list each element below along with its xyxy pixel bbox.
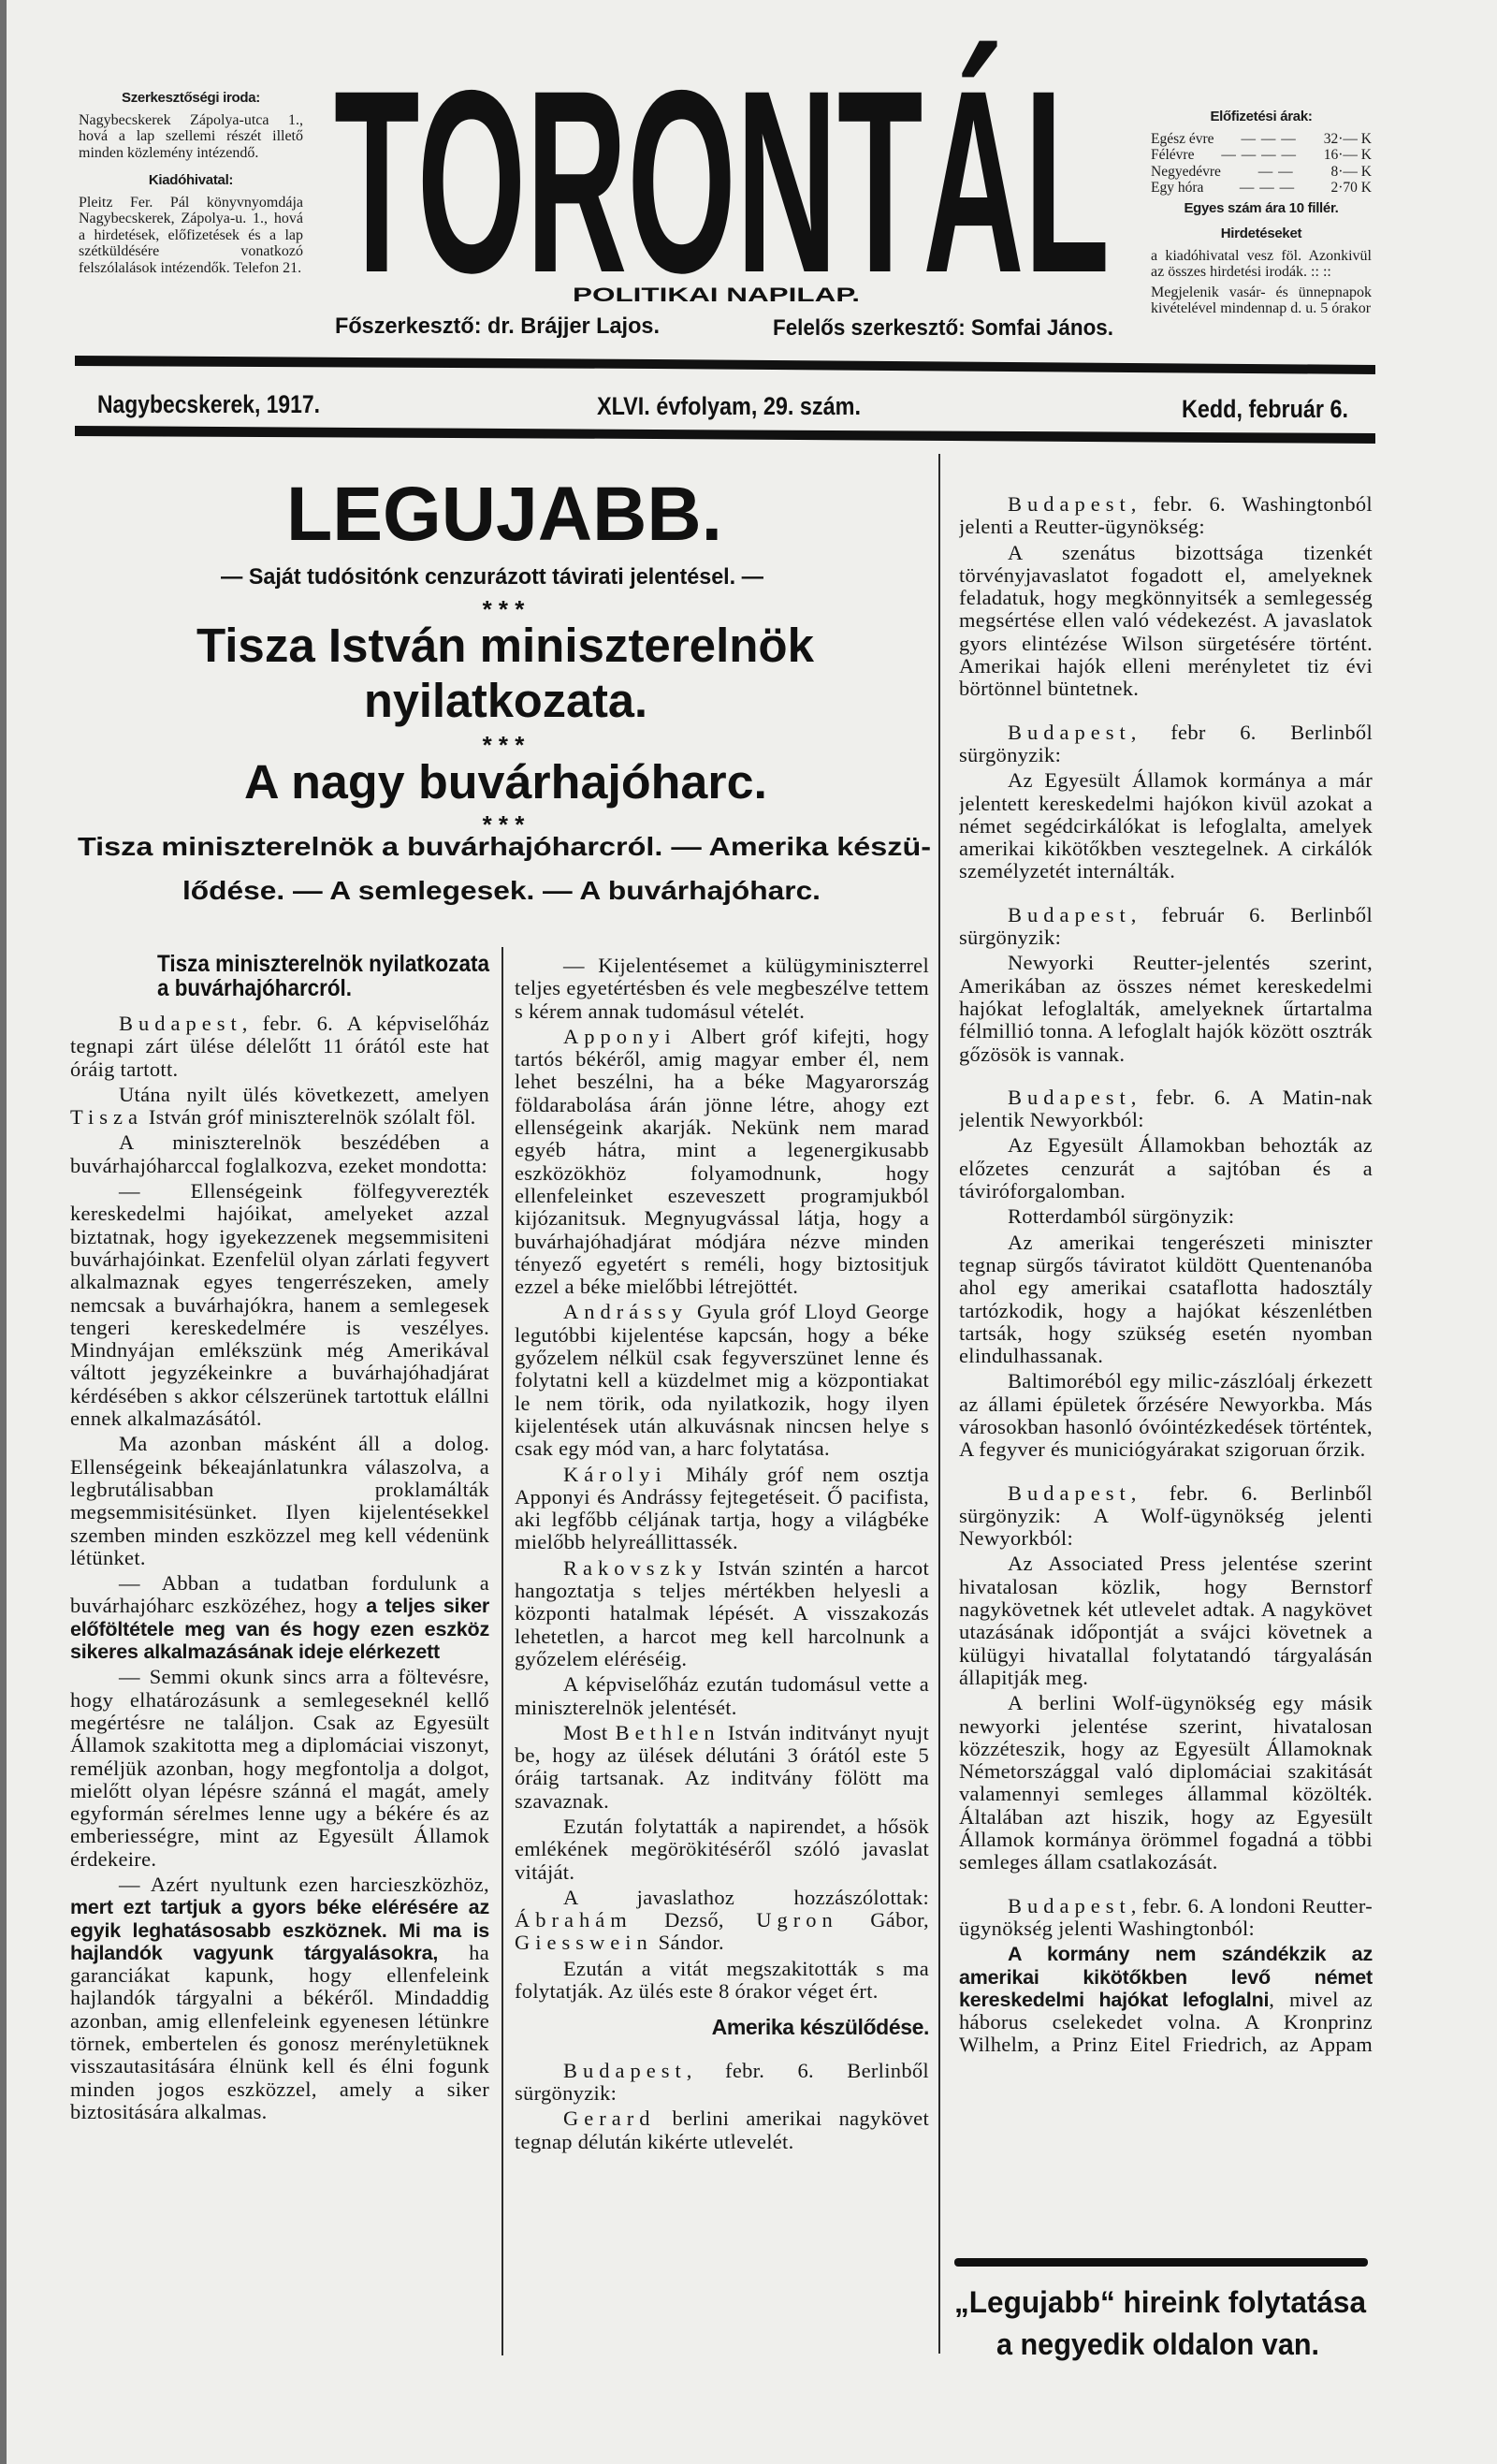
text-run: ha garanciákat kapunk, hogy ellenfeleink hajlandók tárgyalni a békéről. Mindaddig azonban, amig ellenfeleink egyenesen létünkre törnek, embertelen és gonosz merényletüknek visszautasitására élnünk kell és élni fogunk minden jogos eszközzel, amely a siker biztositására alkalmas. <box>70 1940 490 2123</box>
masthead-title: TORONTÁL <box>334 36 1110 327</box>
spaced-name: Rakovszky <box>563 1555 707 1580</box>
price-leader: — — <box>1257 163 1294 180</box>
editorial-office-text: Nagybecskerek Zápolya-utca 1., hová a lap szellemi részét illető minden közlemény intézendő. <box>79 111 303 161</box>
schedule-text: Megjelenik vasár- és ünnepnapok kivételével mindennap d. u. 5 órakor <box>1151 284 1372 316</box>
subscription-box <box>1151 109 1372 328</box>
text-run: A képviselőház ezután tudomásul vette a miniszterelnök jelentését. <box>515 1672 929 1719</box>
paragraph <box>70 1013 489 1081</box>
news-dispatch <box>959 1086 1373 1462</box>
paragraph <box>515 1673 929 1719</box>
price-value: 32·— K <box>1323 130 1372 147</box>
chief-editor: Főszerkesztő: dr. Brájjer Lajos. <box>335 313 660 339</box>
text-run: Sándor. <box>652 1931 724 1955</box>
news-dispatch <box>959 1482 1373 1874</box>
text-run: — Kijelentésemet a külügyminiszterrel teljes egyetértésben és vele megbeszélve tettem s kérem annak tudomásul vételét. <box>515 954 929 1023</box>
price-row <box>1151 147 1372 164</box>
text-run: — Abban a tudatban fordulunk a buvárhajóharc eszközéhez, hogy <box>70 1571 489 1618</box>
masthead-rule-top <box>75 356 1375 374</box>
column-2 <box>515 955 929 2156</box>
column-divider-2 <box>938 454 940 2354</box>
continuation-line1: „Legujabb“ hireink folytatása <box>954 2285 1367 2319</box>
editorial-office-box <box>79 90 303 287</box>
text-run: A javaslathoz hozzászólottak: <box>563 1885 929 1909</box>
text-run: Baltimoréból egy milic-zászlóalj érkezett az állami épületek őrzésére Newyorkba. Más városokban hasonló óvóintézkedések történtek, A fegyver és municiógyárakat szigoruan őrzik. <box>959 1369 1373 1462</box>
paragraph <box>70 1874 489 2123</box>
spaced-name: Budapest <box>1008 720 1131 744</box>
paragraph <box>70 1666 489 1871</box>
paragraph <box>515 955 929 1023</box>
text-run: , február 6. Berlinből sürgönyzik: <box>959 902 1373 950</box>
column1-heading-line2: a buvárhajóharcról. <box>157 975 352 1001</box>
paragraph <box>70 1180 489 1430</box>
price-value: 8·— K <box>1330 163 1372 180</box>
text-run: Az Egyesült Államokban behozták az előzetes cenzurát a sajtóban és a táviróforgalomban. <box>959 1133 1373 1203</box>
paragraph <box>959 769 1373 882</box>
paragraph <box>515 1026 929 1299</box>
paragraph <box>959 1692 1373 1874</box>
text-run: Ezután a vitát megszakitották s ma folytatják. Az ülés este 8 órakor véget ért. <box>515 1956 929 2004</box>
paragraph <box>70 1084 489 1130</box>
paragraph <box>959 904 1373 950</box>
article-america-body <box>515 2060 929 2153</box>
text-run: , febr. 6. Berlinből sürgönyzik: <box>515 2058 929 2105</box>
paragraph <box>959 1895 1373 1941</box>
price-label: Félévre <box>1151 147 1195 163</box>
text-run: Az Associated Press jelentése szerint hivatalosan közlik, hogy Bernstorf nagykövetnek két utlevelet adtak. A nagykövet utazásának időpontját a svájci követnek a külügyi hivatallal folytatandó tárgyalásán állapitják meg. <box>959 1552 1373 1689</box>
paragraph <box>70 1433 489 1569</box>
news-dispatch <box>959 722 1373 883</box>
column-3 <box>959 493 1373 2239</box>
price-label: Egész évre <box>1151 130 1214 147</box>
spaced-name: Bethlen <box>615 1720 720 1744</box>
place-year: Nagybecskerek, 1917. <box>97 390 320 418</box>
spaced-name: Apponyi <box>563 1024 676 1048</box>
column-1 <box>70 1013 489 2126</box>
headline-summary-line2: lődése. — A semlegesek. — A buvárhajóharc. <box>182 876 821 905</box>
price-value: 2·70 K <box>1330 180 1372 196</box>
paragraph <box>70 1572 489 1663</box>
paragraph <box>515 1722 929 1813</box>
separator-stars: * * * <box>482 810 525 838</box>
price-leader: — — — <box>1239 180 1296 196</box>
text-run: István szintén a harcot hangoztatja s teljes mértékben helyesli a központi hatalmak lépését. A visszakozás lehetetlen, a harcot meg kell harcolnunk a győzelem eléréséig. <box>515 1555 929 1670</box>
paragraph <box>959 1205 1373 1228</box>
paragraph <box>515 1815 929 1884</box>
price-leader: — — — <box>1241 130 1297 147</box>
price-row <box>1151 180 1372 197</box>
paragraph <box>959 952 1373 1065</box>
text-run: , febr. 6. A Matin-nak jelentik Newyorkból: <box>959 1085 1373 1132</box>
price-leader: — — — — <box>1221 147 1297 163</box>
news-dispatch <box>959 904 1373 1066</box>
paragraph <box>515 1301 929 1460</box>
paragraph <box>515 1958 929 2004</box>
paragraph <box>515 1557 929 1670</box>
text-run: Ezután folytatták a napirendet, a hősök emlékének megörökitéséről szóló javaslat vitáját. <box>515 1814 929 1884</box>
spaced-name: Budapest <box>1008 902 1131 926</box>
masthead-subtitle: POLITIKAI NAPILAP. <box>573 284 860 306</box>
section-heading-america: Amerika készülődése. <box>711 2015 929 2040</box>
responsible-editor: Felelős szerkesztő: Somfai János. <box>773 315 1113 341</box>
column1-heading-line1: Tisza miniszterelnök nyilatkozata <box>157 951 490 977</box>
continuation-line2: a negyedik oldalon van. <box>996 2327 1319 2361</box>
text-run: István inditványt nyujt be, hogy az ülések délutáni 3 órától este 5 óráig tartsanak. Az inditvány fölött ma szavaznak. <box>515 1720 929 1813</box>
spaced-name: Károlyi <box>563 1462 667 1486</box>
single-price: Egyes szám ára 10 fillér. <box>1184 199 1339 216</box>
separator-stars: * * * <box>482 595 525 623</box>
paragraph <box>515 2107 929 2153</box>
spaced-name: Budapest <box>1008 1480 1131 1505</box>
news-dispatch <box>959 1895 1373 2057</box>
paragraph <box>959 1086 1373 1132</box>
volume-issue: XLVI. évfolyam, 29. szám. <box>597 392 861 420</box>
text-run: Albert gróf kifejti, hogy tartós békéről, amig magyar ember él, nem lehet beszélni, ha a béke Magyarország földarabolása árán jönne létre, ahogy ezt ellenségeink akarják. Nekünk nem marad egyéb hátra, mint a legenergikusabb eszközökhöz folyamodnunk, hogy ellenfeleinket eszeveszett programjukból kijózanitsuk. Megnyugvással látja, hogy a buvárhajóhadjárat módjára nézve minden tényező egyetért s reméli, hogy biztositjuk ezzel a béke mielőbbi létrejöttét. <box>515 1024 929 1299</box>
prices-heading: Előfizetési árak: <box>1210 109 1313 124</box>
paragraph <box>959 1553 1373 1689</box>
spaced-name: Budapest <box>1008 1085 1131 1109</box>
scan-edge <box>0 0 7 2464</box>
spaced-name: Gerard <box>563 2107 656 2131</box>
paragraph <box>959 1943 1373 2056</box>
text-run: Rotterdamból sürgönyzik: <box>1008 1204 1235 1229</box>
paragraph <box>515 1887 929 1955</box>
paragraph <box>959 542 1373 701</box>
text-run: — Semmi okunk sincs arra a föltevésre, hogy elhatározásunk a semlegeseknél kellő megértésre ne találjon. Csak az Egyesült Államok szakitotta meg a diplomáciai viszonyt, reméljük azonban, hogy megfontolja a dolgot, mielőtt olyan lépésre szánná el magát, amely egyformán sérelmes lenne ugy a békére és az emberiességre, mint az Egyesült Államok érdekeire. <box>70 1665 489 1871</box>
spaced-name: Tisza <box>70 1105 143 1130</box>
paragraph <box>959 722 1373 767</box>
column-divider-1 <box>501 947 503 2355</box>
text-run: Az Egyesült Államok kormánya a már jelentett kereskedelmi hajókon kivül azokat a német segédcirkálókat is lefoglalta, amelyek amerikai kikötőkben vesztegelnek. A cirkálók személyzetét internálták. <box>959 768 1373 883</box>
news-dispatch <box>959 493 1373 701</box>
spaced-name: Budapest <box>1008 1893 1131 1917</box>
paragraph <box>959 1482 1373 1551</box>
text-run: A szenátus bizottsága tizenkét törvényjavaslatot fogadott el, amelyeknek feladatuk, hogy megkönnyitsék a semlegesség megsértése ellen való védekezést. A javaslatok gyors elintézése Wilson sürgetésére történt. Amerikai hajók elleni merényletet tiz évi börtönnel büntetnek. <box>959 540 1373 701</box>
text-run: , febr. 6. A londoni Reutter-ügynökség jelenti Washingtonból: <box>959 1893 1373 1940</box>
text-run: Gábor, <box>837 1908 929 1932</box>
spaced-name: Budapest <box>119 1012 242 1035</box>
headline-byline: — Saját tudósitónk cenzurázott távirati jelentésel. — <box>221 564 763 590</box>
headline-title2: A nagy buvárhajóharc. <box>244 755 768 809</box>
article-tisza-body <box>70 1013 489 2123</box>
article-parliament-body <box>515 955 929 2003</box>
spaced-name: Ugron <box>756 1908 838 1932</box>
publisher-text: Pleitz Fer. Pál könyvnyomdája Nagybecskerek, Zápolya-u. 1., hová a hirdetések, előfizetések és a lap szétküldésére vonatkozó felszólalások intézendők. Telefon 21. <box>79 194 303 276</box>
text-run: Dezső, <box>632 1908 757 1932</box>
text-run: , febr. 6. Washingtonból jelenti a Reutter-ügynökség: <box>959 493 1373 539</box>
spaced-name: Giesswein <box>515 1931 653 1955</box>
text-run: , febr. 6. A képviselőház tegnapi zárt ülése délelőtt 11 órától este hat óráig tartott. <box>70 1012 489 1081</box>
continuation-rule <box>954 2258 1368 2267</box>
text-run: A berlini Wolf-ügynökség egy másik newyorki jelentése szerint, hivatalosan közzéteszik, hogy az Egyesült Államoknak Németországgal való diplomáciai szakitását valamennyi semleges állammal közölték. Általában azt hiszik, hogy az Egyesült Államok kormánya örömmel fogadná a többi semleges állam csatlakozását. <box>959 1691 1373 1874</box>
spaced-name: Ábrahám <box>515 1908 632 1932</box>
spaced-name: Budapest <box>563 2058 687 2082</box>
headline-title1-line2: nyilatkozata. <box>364 674 647 727</box>
text-run: — Azért nyultunk ezen harcieszközhöz, <box>119 1872 489 1896</box>
price-label: Negyedévre <box>1151 163 1221 180</box>
text-run: berlini amerikai nagykövet tegnap délután kikérte utlevelét. <box>515 2107 929 2153</box>
headline-title1-line1: Tisza István miniszterelnök <box>196 619 815 672</box>
bold-run: A kormány nem szándékzik az amerikai kikötőkben levő német kereskedelmi hajókat lefoglalni <box>959 1943 1373 2011</box>
text-run: István gróf miniszterelnök szólalt föl. <box>142 1105 476 1130</box>
masthead-rule-bottom <box>75 426 1375 444</box>
price-row <box>1151 164 1372 181</box>
editorial-office-heading: Szerkesztőségi iroda: <box>122 90 260 106</box>
text-run: Utána nyilt ülés következett, amelyen <box>119 1082 489 1106</box>
paragraph <box>515 1464 929 1554</box>
price-label: Egy hóra <box>1151 180 1204 196</box>
ads-text: a kiadóhivatal vesz föl. Azonkivül az összes hirdetési irodák. :: :: <box>1151 247 1372 280</box>
bold-run: mert ezt tartjuk a gyors béke elérésére az egyik leghatásosabb eszköznek. Mi ma is hajlandók vagyunk tárgyalásokra, <box>70 1896 489 1964</box>
spaced-name: Andrássy <box>563 1300 688 1324</box>
headline-summary-line1: Tisza miniszterelnök a buvárhajóharcról. — Amerika készü- <box>78 832 931 861</box>
issue-date: Kedd, február 6. <box>1182 395 1348 423</box>
text-run: — Ellenségeink fölfegyverezték kereskedelmi hajóikat, amelyeket azzal biztatnak, hogy igyekezzenek megsemmisiteni buvárhajóinkat. Ezenfelül olyan zárlati fegyvert alkalmaznak egyes tengerrészeken, amely nemcsak a buvárhajókra, hanem a semlegesek tengeri kereskedelmére is veszélyes. Mindnyájan emlékszünk még Amerikával váltott jegyzékeinkre a buvárhajóhadjárat kérdésében s akkor célszerünek tartottuk elállni ennek alkalmazásától. <box>70 1179 489 1431</box>
text-run: Mihály gróf nem osztja Apponyi és Andrássy fejtegetéseit. Ő pacifista, aki legfőbb céljának tartja, hogy a világbéke mielőbb helyreállittassék. <box>515 1462 929 1554</box>
text-run: Gyula gróf Lloyd George legutóbbi kijelentése kapcsán, hogy a béke győzelem nélkül csak fegyverszünet lenne és folytatni kell a küzdelmet mig a központiakat le nem törik, oda nyilatkozik, hogy ilyen kijelentések után alkuvásnak nincsen helye s csak egy mód van, a harc folytatása. <box>515 1300 929 1461</box>
text-run: , febr. 6. Berlinből sürgönyzik: A Wolf-ügynökség jelenti Newyorkból: <box>959 1480 1373 1551</box>
price-list <box>1151 131 1372 197</box>
publisher-heading: Kiadóhivatal: <box>148 172 234 188</box>
headline-main: LEGUJABB. <box>286 472 722 557</box>
paragraph <box>959 1370 1373 1461</box>
paragraph <box>959 493 1373 539</box>
separator-stars: * * * <box>482 731 525 759</box>
bold-run: a teljes siker előföltétele meg van és hogy ezen eszköz sikeres alkalmazásának ideje elérkezett <box>70 1595 489 1664</box>
price-value: 16·— K <box>1323 147 1372 163</box>
text-run: , mivel az háborus cselekedet volna. A Kronprinz Wilhelm, a Prinz Eitel Friedrich, az Appam <box>959 1987 1373 2057</box>
text-run: Most <box>563 1720 616 1744</box>
text-run: Newyorki Reutter-jelentés szerint, Amerikában az összes német kereskedelmi hajókat lefoglalták, amelyeknek űrtartalma félmillió tonna. A lefoglalt hajók között osztrák gőzösök is vannak. <box>959 951 1373 1066</box>
paragraph <box>515 2060 929 2106</box>
price-row <box>1151 131 1372 148</box>
text-run: A miniszterelnök beszédében a buvárhajóharccal foglalkozva, ezeket mondotta: <box>70 1130 489 1177</box>
text-run: , febr 6. Berlinből sürgönyzik: <box>959 720 1373 766</box>
paragraph <box>959 1232 1373 1368</box>
ads-heading: Hirdetéseket <box>1220 226 1302 241</box>
spaced-name: Budapest <box>1008 493 1131 516</box>
text-run: Ma azonban másként áll a dolog. Ellenségeink békeajánlatunkra válaszolva, a legbrutálisabban proklamálták megsemmisitésünket. Ilyen kijelentésekkel szemben minden eszközzel meg kell védenünk létünket. <box>70 1432 489 1569</box>
paragraph <box>70 1131 489 1177</box>
text-run: Az amerikai tengerészeti miniszter tegnap sürgős táviratot küldött Quentenanóba ahol egy amerikai csataflotta hadosztály tartózkodik, hogy a hajókat készenlétben tartsák, hogy szükség esetén nyomban elindulhassanak. <box>959 1230 1373 1368</box>
paragraph <box>959 1134 1373 1203</box>
